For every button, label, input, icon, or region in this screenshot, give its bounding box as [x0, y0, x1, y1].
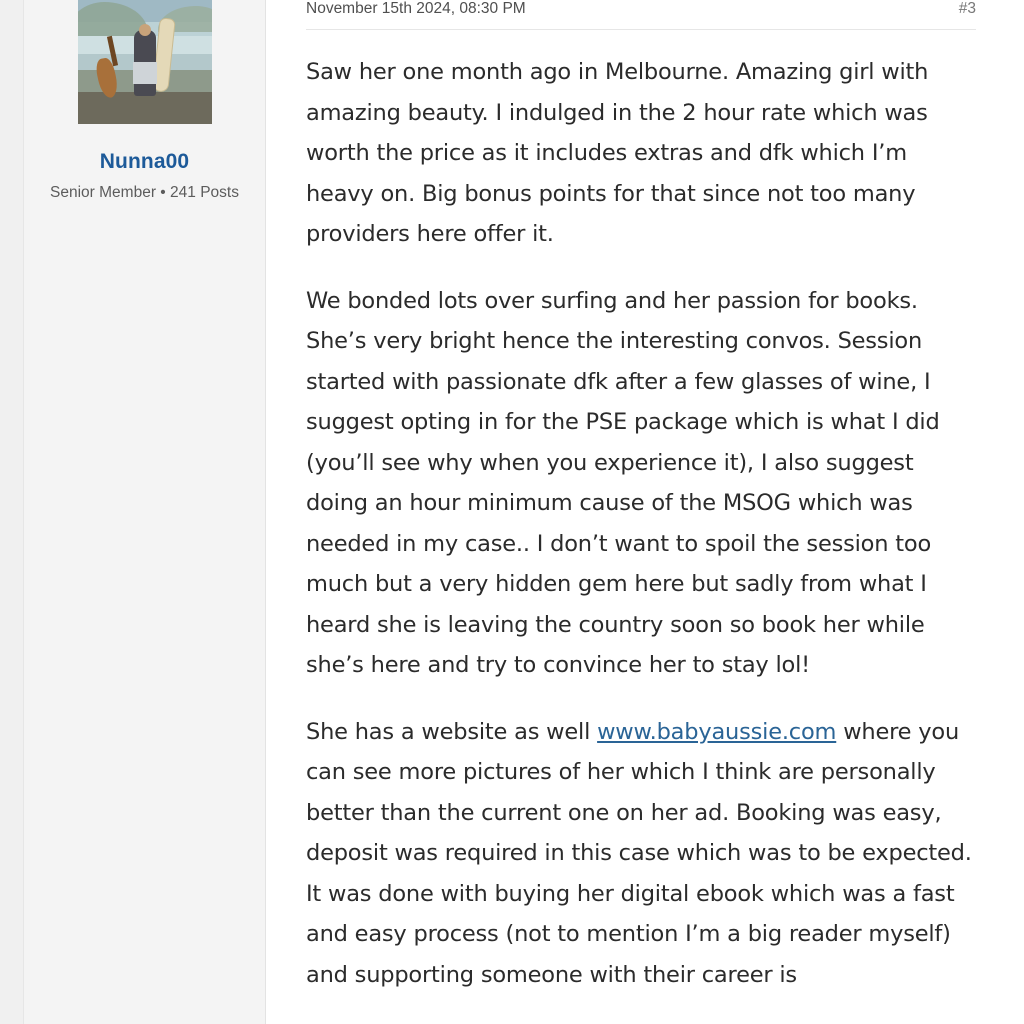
- post-content: [306, 52, 976, 995]
- post-permalink[interactable]: #3: [958, 0, 976, 17]
- paragraph-text-after: where you can see more pictures of her which I think are personally better than the current one on her ad. Booking was easy, deposit was required in this case which was to be expected. It was done with buying her digital ebook which was a fast and easy process (not to mention I’m a big reader myself) and supporting someone with their career is: [306, 718, 972, 988]
- post-header: [306, 0, 976, 30]
- post-body-column: [266, 0, 1024, 1024]
- post-author-column: [24, 0, 266, 1024]
- post-paragraph-1: Saw her one month ago in Melbourne. Amazing girl with amazing beauty. I indulged in the 2 hour rate which was worth the price as it includes extras and dfk which I’m heavy on. Big bonus points for that since not too many providers here offer it.: [306, 59, 929, 247]
- post-timestamp: November 15th 2024, 08:30 PM: [306, 0, 526, 17]
- paragraph-text-before: She has a website as well: [306, 718, 598, 745]
- person-head: [139, 24, 151, 36]
- external-website-link[interactable]: www.babyaussie.com: [597, 718, 837, 745]
- left-gutter: [0, 0, 24, 1024]
- avatar[interactable]: [78, 0, 212, 124]
- avatar-image: [78, 0, 212, 124]
- person-shorts: [133, 62, 157, 84]
- author-username-link[interactable]: Nunna00: [99, 150, 190, 173]
- post-paragraph-2: We bonded lots over surfing and her passion for books. She’s very bright hence the interesting convos. Session started with passionate dfk after a few glasses of wine, I suggest opting in for the PSE package which is what I did (you’ll see why when you experience it), I also suggest doing an hour minimum cause of the MSOG which was needed in my case.. I don’t want to spoil the session too much but a very hidden gem here but sadly from what I heard she is leaving the country soon so book her while she’s here and try to convince her to stay lol!: [306, 287, 940, 678]
- author-meta: Senior Member • 241 Posts: [50, 184, 239, 201]
- post-paragraph-3: [306, 712, 976, 996]
